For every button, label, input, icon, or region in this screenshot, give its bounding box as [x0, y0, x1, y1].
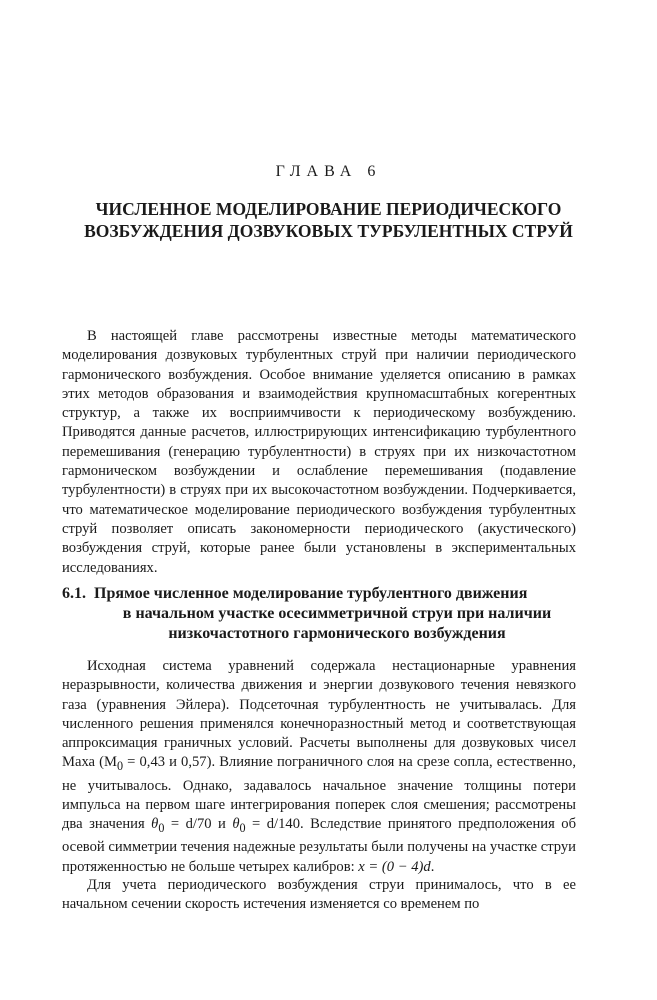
paragraph-1-end: . [430, 858, 435, 875]
section-title-line-3: низкочастотного гармонического возбуждения [168, 625, 506, 642]
section-heading [62, 584, 576, 644]
section-title-line-1: Прямое численное моделирование турбулентного движения [94, 585, 528, 602]
chapter-title [40, 198, 617, 242]
conjunction: и [211, 816, 233, 833]
section-number: 6.1. [62, 585, 86, 602]
section-heading-line-1 [62, 584, 576, 604]
section-title-line-2: в начальном участке осесимметричной струи при наличии [122, 605, 552, 622]
paragraph-1-part-3: Вследствие принятого предположения об осевой симметрии течения надежные результаты были получены на участке струи протяженностью не больше четырех калибров: [62, 816, 577, 875]
body-paragraph-2: Для учета периодического возбуждения струи принималось, что в ее начальном сечении скорость истечения изменяется со временем по [62, 877, 576, 913]
mach-subscript: 0 [116, 759, 124, 774]
intro-paragraph: В настоящей главе рассмотрены известные методы математического моделирования дозвуковых турбулентных струй при наличии периодического гармонического возбуждения. Особое внимание уделяется описанию в рамках этих методов образования и взаимодействия крупномасштабных когерентных структур, а также их восприимчивости к периодическому возбуждению. Приводятся данные расчетов, иллюстрирующих интенсификацию турбулентного перемешивания (генерацию турбулентности) в струях при их низкочастотном гармоническом возбуждении и ослабление перемешивания (подавление турбулентности) в струях при их высокочастотном возбуждении. Подчеркивается, что математическое моделирование периодического возбуждения турбулентных струй позволяет описать закономерности периодического (акустического) возбуждения струй, которые ранее были установлены в экспериментальных исследованиях. [62, 328, 576, 576]
theta-subscript-1: 0 [158, 821, 165, 836]
chapter-label: ГЛАВА 6 [275, 163, 382, 180]
theta-symbol-1: θ [151, 816, 159, 833]
chapter-title-line-2: ВОЗБУЖДЕНИЯ ДОЗВУКОВЫХ ТУРБУЛЕНТНЫХ СТРУЙ [84, 221, 573, 241]
chapter-title-line-1: ЧИСЛЕННОЕ МОДЕЛИРОВАНИЕ ПЕРИОДИЧЕСКОГО [95, 199, 562, 219]
equation-theta-2: = d/140. [245, 816, 304, 833]
theta-subscript-2: 0 [239, 821, 246, 836]
equation-range: x = (0 − 4)d [358, 858, 431, 875]
paragraph-1-part-1: Исходная система уравнений содержала нестационарные уравнения неразрывности, количества движения и энергии дозвукового течения невязкого газа (уравнения Эйлера). Подсеточная турбулентность не учитывалась. Для численного решения применялся конечноразностный метод и соответствующая аппроксимация граничных условий. Расчеты выполнены для дозвуковых чисел Маха (M [62, 658, 576, 771]
paragraph-1-part-2: = 0,43 и 0,57). Влияние пограничного слоя на срезе сопла, естественно, не учитывалось. Однако, задавалось начальное значение толщины потери импульса на первом шаге интегрирования поперек слоя смешения; рассмотрены два значения [62, 754, 576, 833]
theta-symbol-2: θ [232, 816, 240, 833]
equation-theta-1: = d/70 [164, 816, 212, 833]
body-paragraph-1 [62, 657, 576, 877]
